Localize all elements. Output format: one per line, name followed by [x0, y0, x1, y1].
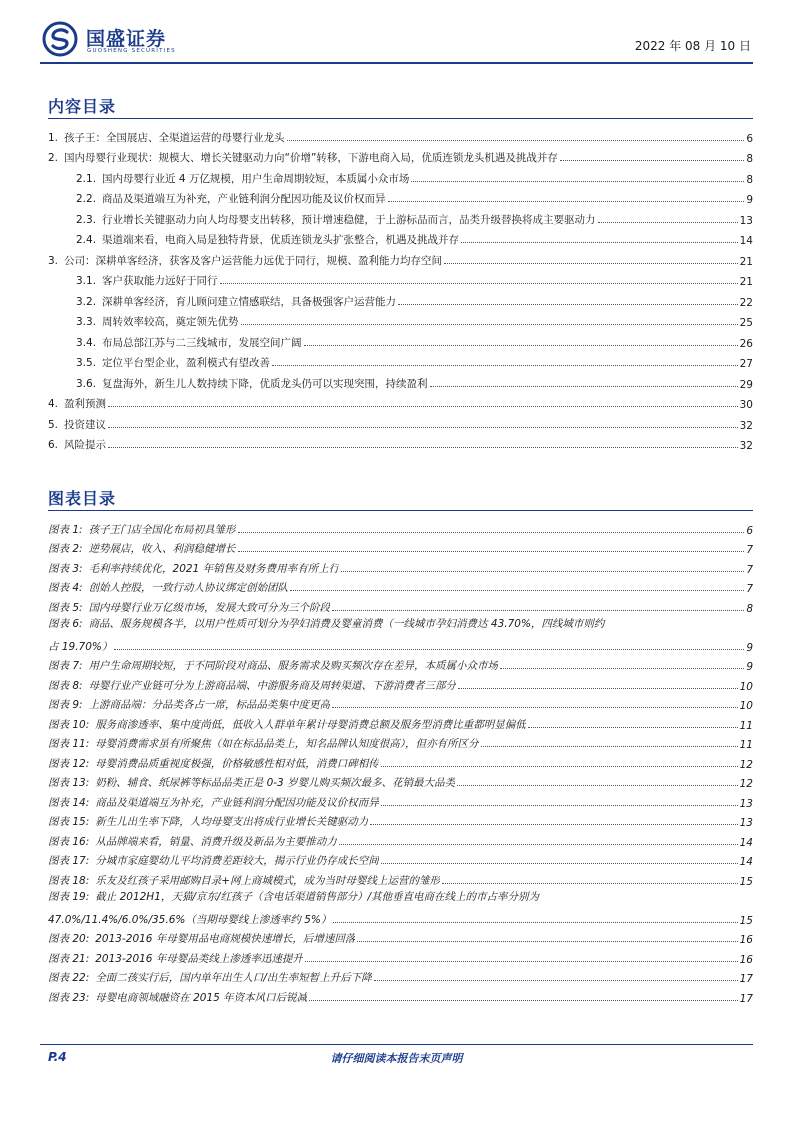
dot-leader [461, 242, 738, 243]
entry-number: 3.2. [76, 295, 97, 308]
figure-caption: 分城市家庭婴幼儿平均消费差距较大，揭示行业仍存成长空间 [95, 855, 379, 867]
entry-page: 13 [739, 797, 753, 810]
dot-leader [357, 941, 737, 942]
entry-text: 定位平台型企业，盈利模式有望改善 [102, 357, 271, 369]
figure-entry-line[interactable] [48, 888, 753, 908]
entry-label [48, 717, 526, 732]
entry-label [76, 191, 386, 206]
entry-text: 国内母婴行业近 4 万亿规模，用户生命周期较短，本质属小众市场 [102, 172, 410, 185]
toc-entry[interactable] [48, 411, 753, 432]
dot-leader [108, 406, 738, 407]
toc-entry[interactable] [48, 145, 753, 166]
entry-page: 32 [739, 419, 753, 432]
figure-caption: 母婴消费品质重视度极强，价格敏感性相对低，消费口碑相传 [95, 757, 379, 770]
entry-label [48, 697, 330, 712]
toc-entry[interactable] [48, 829, 753, 849]
entry-label [48, 814, 368, 829]
figure-caption-cont: 占 19.70%） [48, 640, 113, 653]
entry-text: 深耕单客经济，育儿顾问建立情感联结，具备极强客户运营能力 [102, 295, 397, 308]
figure-label: 图表 4: [48, 582, 83, 594]
entry-text: 风险提示 [64, 439, 107, 451]
header-divider [40, 62, 753, 64]
entry-label [48, 951, 303, 966]
entry-label [48, 756, 379, 771]
dot-leader [305, 961, 738, 962]
toc-entry[interactable] [48, 654, 753, 674]
toc-entry[interactable] [48, 771, 753, 791]
toc-entry[interactable] [48, 370, 753, 391]
entry-number: 3.6. [76, 377, 97, 390]
figure-label: 图表 5: [48, 601, 83, 614]
entry-page: 7 [746, 583, 753, 595]
footer-disclaimer: 请仔细阅读本报告末页声明 [330, 1052, 463, 1065]
entry-number: 3.4. [76, 336, 97, 349]
entry-page: 6 [746, 524, 753, 537]
entry-page: 32 [739, 440, 753, 452]
entry-page: 16 [739, 953, 753, 966]
figure-label: 图表 7: [48, 660, 83, 672]
entry-page: 7 [746, 563, 753, 576]
entry-label [48, 873, 440, 888]
dot-leader [381, 805, 738, 806]
entry-text: 复盘海外，新生儿人数持续下降，优质龙头仍可以实现突围，持续盈利 [102, 377, 428, 390]
figure-caption: 截止 2012H1，天猫/京东/红孩子（含电话渠道销售部分）/其他垂直电商在线上的市占率分别为 [95, 890, 539, 903]
toc-entry[interactable] [48, 432, 753, 453]
toc-entry[interactable] [48, 268, 753, 289]
entry-number: 1. [48, 131, 59, 144]
entry-text: 盈利预测 [64, 398, 107, 410]
toc-entry[interactable] [48, 206, 753, 227]
toc-entry[interactable] [48, 350, 753, 371]
entry-page: 8 [746, 153, 753, 165]
entry-page: 13 [739, 817, 753, 829]
dot-leader [374, 980, 738, 981]
dot-leader [332, 707, 738, 708]
footer-divider [40, 1044, 753, 1045]
entry-page: 14 [739, 235, 753, 247]
figure-label: 图表 1: [48, 523, 83, 536]
figure-caption: 新生儿出生率下降，人均母婴支出将成行业增长关键驱动力 [95, 816, 369, 828]
toc-entry[interactable] [48, 165, 753, 186]
entry-text: 渠道端来看，电商入局是独特背景，优质连锁龙头扩张整合，机遇及挑战并存 [102, 234, 460, 246]
entry-label [48, 541, 236, 556]
dot-leader [430, 386, 738, 387]
entry-label [48, 130, 285, 145]
entry-page: 14 [739, 856, 753, 868]
entry-page: 7 [746, 544, 753, 556]
figure-caption: 奶粉、辅食、纸尿裤等标品品类正是 0-3 岁婴儿购买频次最多、花销最大品类 [95, 777, 456, 789]
entry-number: 4. [48, 398, 59, 410]
toc-entry[interactable] [48, 576, 753, 596]
entry-page: 21 [739, 276, 753, 288]
entry-text: 客户获取能力远好于同行 [102, 275, 218, 287]
entry-text: 商品及渠道端互为补充，产业链利润分配因功能及议价权而异 [102, 193, 386, 205]
figure-caption: 毛利率持续优化，2021 年销售及财务费用率有所上行 [88, 562, 340, 575]
figure-label: 图表 6: [48, 617, 83, 630]
figure-label: 图表 2: [48, 543, 83, 555]
entry-text: 孩子王：全国展店、全渠道运营的母婴行业龙头 [64, 131, 285, 144]
entry-number: 3. [48, 254, 59, 267]
toc-entry[interactable] [48, 693, 753, 713]
dot-leader [370, 824, 737, 825]
dot-leader [442, 883, 738, 884]
figure-label: 图表 9: [48, 699, 83, 711]
toc-entry[interactable] [48, 227, 753, 248]
toc-entry[interactable] [48, 595, 753, 615]
entry-page: 17 [739, 973, 753, 985]
toc-title: 内容目录 [48, 97, 117, 116]
dot-leader [398, 304, 738, 305]
brand-name: 国盛证券 [86, 28, 167, 50]
toc-title-rule [48, 118, 753, 119]
entry-number: 5. [48, 418, 59, 431]
dot-leader [381, 863, 738, 864]
entry-number: 2.2. [76, 193, 97, 205]
entry-page: 30 [739, 399, 753, 411]
figure-caption: 乐友及红孩子采用邮购目录+网上商城模式，成为当时母婴线上运营的雏形 [95, 874, 441, 887]
toc-entry[interactable] [48, 309, 753, 330]
entry-label [76, 314, 239, 329]
entry-page: 11 [739, 739, 753, 751]
entry-label [48, 853, 379, 868]
figure-label: 图表 8: [48, 679, 83, 692]
figure-caption: 商品及渠道端互为补充，产业链利润分配因功能及议价权而异 [95, 796, 379, 809]
figure-label: 图表 20: [48, 933, 90, 945]
entry-label [48, 931, 355, 946]
entry-label [48, 417, 106, 432]
page-header [40, 20, 753, 60]
entry-page: 25 [739, 317, 753, 329]
figure-caption: 全面二孩实行后，国内单年出生人口/出生率短暂上升后下降 [95, 972, 372, 984]
toc-entry[interactable] [48, 810, 753, 830]
entry-label [48, 150, 558, 165]
entry-text: 公司：深耕单客经济，获客及客户运营能力远优于同行，规模、盈利能力均存空间 [64, 254, 443, 267]
dot-leader [114, 649, 744, 650]
dot-leader [341, 571, 744, 572]
figure-label: 图表 22: [48, 972, 90, 984]
dot-leader [560, 160, 744, 161]
brand-name-en: GUOSHENG SECURITIES [87, 48, 176, 54]
entry-label [76, 212, 596, 227]
toc-entry[interactable] [48, 868, 753, 888]
entry-label [48, 561, 339, 576]
toc-entry[interactable] [48, 946, 753, 966]
entry-label [48, 775, 455, 790]
entry-label [48, 253, 442, 268]
entry-number: 3.5. [76, 357, 97, 369]
entry-number: 2.1. [76, 172, 97, 185]
entry-page: 15 [739, 914, 753, 927]
figure-label: 图表 17: [48, 855, 90, 867]
dot-leader [332, 610, 744, 611]
entry-label [48, 658, 498, 673]
dot-leader [108, 447, 738, 448]
entry-page: 10 [739, 700, 753, 712]
entry-text: 布局总部江苏与二三线城市，发展空间广阔 [102, 336, 302, 349]
figure-caption: 创始人控股，一致行动人协议绑定创始团队 [88, 582, 289, 594]
entry-page: 12 [739, 758, 753, 771]
entry-label [48, 580, 288, 595]
figure-caption: 上游商品端：分品类各占一席，标品品类集中度更高 [88, 699, 331, 711]
entry-page: 9 [746, 641, 753, 654]
entry-number: 6. [48, 439, 59, 451]
entry-label [48, 678, 456, 693]
figure-label: 图表 23: [48, 991, 90, 1004]
guosheng-logo-icon [42, 21, 78, 57]
entry-page: 8 [746, 602, 753, 615]
figure-label: 图表 19: [48, 890, 90, 903]
figure-label: 图表 18: [48, 874, 90, 887]
entry-number: 2. [48, 152, 59, 164]
entry-text: 周转效率较高，奠定领先优势 [102, 316, 239, 328]
toc-entry[interactable] [48, 186, 753, 207]
entry-label [48, 437, 106, 452]
toc-entry[interactable] [48, 391, 753, 412]
entry-page: 9 [746, 194, 753, 206]
dot-leader [444, 263, 738, 264]
entry-page: 21 [739, 255, 753, 268]
entry-page: 26 [739, 337, 753, 350]
dot-leader [381, 766, 738, 767]
entry-number: 3.1. [76, 275, 97, 287]
entry-page: 15 [739, 875, 753, 888]
dot-leader [309, 1000, 737, 1001]
toc-entry[interactable] [48, 247, 753, 268]
dot-leader [304, 345, 738, 346]
figure-caption: 孩子王门店全国化布局初具雏形 [88, 523, 236, 536]
dot-leader [290, 590, 744, 591]
table-of-contents [48, 124, 753, 452]
dot-leader [333, 922, 737, 923]
figure-caption: 2013-2016 年母婴用品电商规模快速增长，后增速回落 [95, 933, 356, 945]
figure-label: 图表 13: [48, 777, 90, 789]
dot-leader [411, 181, 744, 182]
dot-leader [339, 844, 738, 845]
entry-number: 2.4. [76, 234, 97, 246]
list-of-figures [48, 517, 753, 1005]
figure-label: 图表 14: [48, 796, 90, 809]
dot-leader [272, 365, 738, 366]
dot-leader [241, 324, 738, 325]
toc-entry[interactable] [48, 329, 753, 350]
entry-page: 9 [746, 661, 753, 673]
entry-text: 国内母婴行业现状：规模大、增长关键驱动力向“价增”转移，下游电商入局，优质连锁龙头机遇及挑战并存 [64, 152, 558, 164]
entry-label [76, 335, 302, 350]
entry-label [76, 171, 409, 186]
figure-label: 图表 12: [48, 757, 90, 770]
entry-number: 2.3. [76, 213, 97, 226]
entry-page: 16 [739, 934, 753, 946]
entry-label [76, 294, 396, 309]
figure-label: 图表 3: [48, 562, 83, 575]
toc-entry[interactable] [48, 966, 753, 986]
entry-label [76, 376, 428, 391]
entry-page: 10 [739, 680, 753, 693]
figures-title-rule [48, 510, 753, 511]
dot-leader [500, 668, 744, 669]
figure-label: 图表 21: [48, 952, 90, 965]
entry-page: 13 [739, 214, 753, 227]
toc-entry[interactable] [48, 556, 753, 576]
entry-page: 17 [739, 992, 753, 1005]
figure-caption-cont: 47.0%/11.4%/6.0%/35.6%（当期母婴线上渗透率约 5%） [48, 913, 332, 926]
entry-label [48, 795, 379, 810]
figure-label: 图表 10: [48, 718, 90, 731]
entry-text: 投资建议 [64, 418, 107, 431]
toc-entry[interactable] [48, 849, 753, 869]
entry-label [48, 912, 331, 927]
entry-label [48, 736, 479, 751]
toc-entry[interactable] [48, 712, 753, 732]
dot-leader [220, 283, 738, 284]
entry-label [48, 600, 330, 615]
figure-label: 图表 16: [48, 835, 90, 848]
entry-text: 行业增长关键驱动力向人均母婴支出转移，预计增速稳健，于上游标品而言，品类升级替换将成主要驱动力 [102, 213, 596, 226]
entry-label [48, 396, 106, 411]
toc-entry[interactable] [48, 517, 753, 537]
dot-leader [598, 222, 738, 223]
entry-page: 27 [739, 358, 753, 370]
entry-label [48, 522, 236, 537]
toc-entry[interactable] [48, 927, 753, 947]
dot-leader [388, 201, 745, 202]
page-number: P.4 [48, 1050, 67, 1064]
toc-entry[interactable] [48, 985, 753, 1005]
toc-entry[interactable] [48, 732, 753, 752]
dot-leader [238, 551, 745, 552]
figure-caption: 服务商渗透率、集中度尚低，低收入人群单年累计母婴消费总额及服务型消费比重都明显偏低 [95, 718, 526, 731]
report-date: 2022 年 08 月 10 日 [634, 39, 751, 53]
entry-label [76, 273, 218, 288]
entry-page: 6 [746, 132, 753, 145]
entry-number: 3.3. [76, 316, 97, 328]
entry-label [48, 834, 337, 849]
dot-leader [108, 427, 738, 428]
dot-leader [458, 688, 738, 689]
dot-leader [238, 532, 745, 533]
figure-caption: 2013-2016 年母婴品类线上渗透率迅速提升 [95, 952, 303, 965]
toc-entry[interactable] [48, 751, 753, 771]
entry-label [76, 355, 270, 370]
entry-page: 29 [739, 378, 753, 391]
figure-caption: 从品牌端来看，销量、消费升级及新品为主要推动力 [95, 835, 337, 848]
figure-caption: 用户生命周期较短，于不同阶段对商品、服务需求及购买频次存在差异，本质属小众市场 [88, 660, 499, 672]
entry-label [48, 639, 112, 654]
entry-label [48, 970, 372, 985]
entry-page: 14 [739, 836, 753, 849]
figure-caption: 母婴电商领域融资在 2015 年资本风口后锐减 [95, 991, 308, 1004]
dot-leader [481, 746, 738, 747]
toc-entry[interactable] [48, 537, 753, 557]
figure-label: 图表 11: [48, 738, 90, 750]
figure-entry-line[interactable] [48, 615, 753, 635]
toc-entry[interactable] [48, 288, 753, 309]
figure-caption: 商品、服务规模各半，以用户性质可划分为孕妇消费及婴童消费（一线城市孕妇消费达 43.70%，四线城市则约 [88, 617, 605, 630]
toc-entry[interactable] [48, 124, 753, 145]
dot-leader [457, 785, 738, 786]
entry-page: 22 [739, 296, 753, 309]
figures-title: 图表目录 [48, 489, 117, 508]
dot-leader [528, 727, 738, 728]
figure-caption: 母婴消费需求虽有所聚焦（如在标品品类上，知名品牌认知度很高），但亦有所区分 [95, 738, 479, 750]
entry-page: 8 [746, 173, 753, 186]
figure-caption: 国内母婴行业万亿级市场，发展大致可分为三个阶段 [88, 601, 331, 614]
figure-label: 图表 15: [48, 816, 90, 828]
figure-caption: 母婴行业产业链可分为上游商品端、中游服务商及周转渠道、下游消费者三部分 [88, 679, 457, 692]
entry-page: 11 [739, 719, 753, 732]
toc-entry[interactable] [48, 673, 753, 693]
figure-caption: 逆势展店，收入、利润稳健增长 [88, 543, 236, 555]
toc-entry[interactable] [48, 907, 753, 927]
dot-leader [287, 140, 745, 141]
toc-entry[interactable] [48, 634, 753, 654]
entry-label [48, 990, 307, 1005]
entry-label [76, 232, 459, 247]
toc-entry[interactable] [48, 790, 753, 810]
entry-page: 12 [739, 778, 753, 790]
